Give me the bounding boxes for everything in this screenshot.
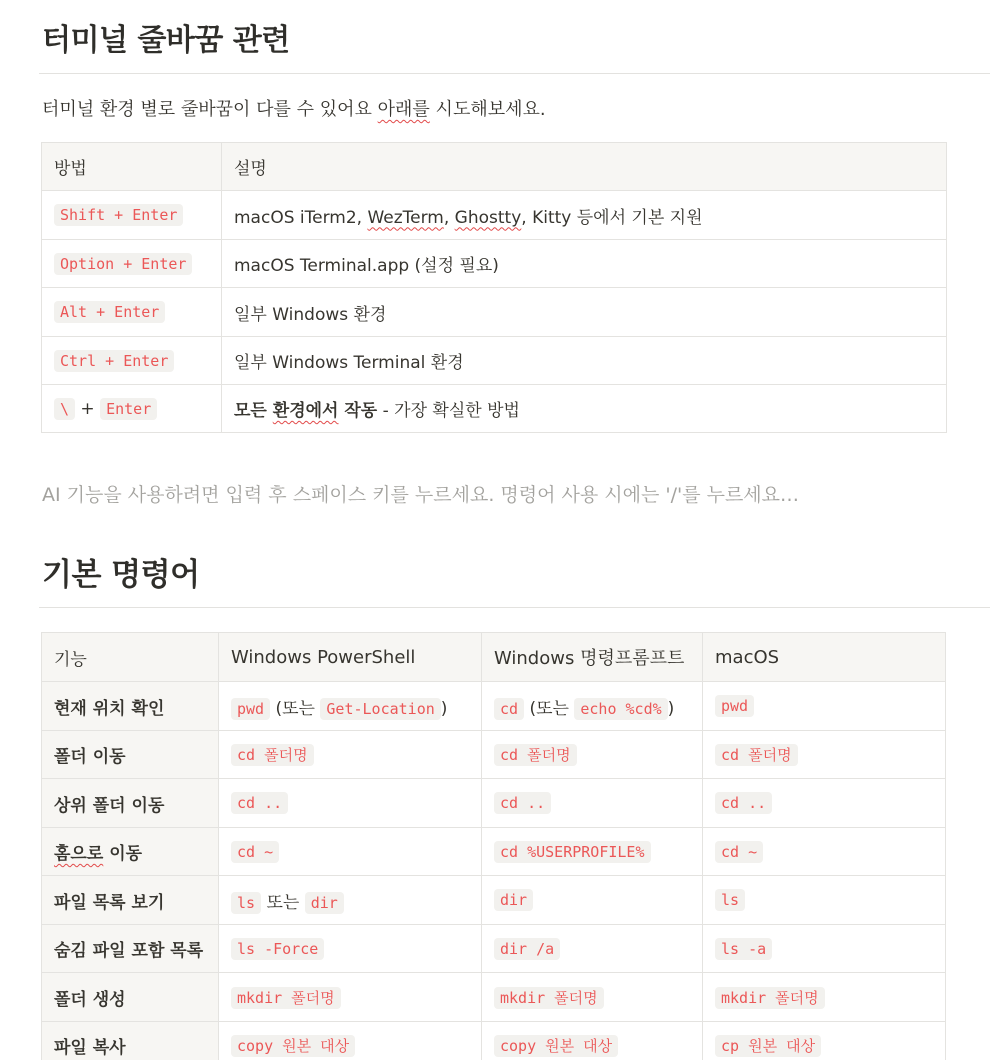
method-cell[interactable] (42, 191, 222, 240)
command-code: pwd (715, 695, 754, 717)
spellcheck-word: 아래를 (377, 99, 430, 120)
command-code: cd 폴더명 (231, 744, 314, 766)
powershell-cell[interactable] (219, 682, 482, 731)
method-cell[interactable] (42, 288, 222, 337)
heading-basic-commands[interactable]: 기본 명령어 (42, 557, 200, 593)
command-code: dir (494, 889, 533, 911)
header-cell-cmd[interactable]: Windows 명령프롬프트 (482, 633, 703, 682)
command-code: cd ~ (231, 841, 279, 863)
command-code: dir (305, 892, 344, 914)
keycode: \ (54, 398, 75, 420)
desc-bold: 모든 (234, 401, 273, 421)
macos-cell[interactable] (703, 731, 946, 779)
keycode: Shift + Enter (54, 204, 183, 226)
feature-cell[interactable]: 상위 폴더 이동 (42, 779, 219, 828)
command-code: copy 원본 대상 (231, 1035, 355, 1057)
spellcheck-word: 환경에서 (272, 401, 339, 421)
intro-paragraph[interactable] (42, 95, 546, 121)
desc-text: , Kitty 등에서 기본 지원 (521, 207, 703, 228)
feature-cell[interactable]: 현재 위치 확인 (42, 682, 219, 731)
macos-cell[interactable] (703, 973, 946, 1022)
table-row (42, 240, 947, 288)
table-header-row (42, 633, 946, 682)
cmd-cell[interactable] (482, 925, 703, 973)
desc-text: , (443, 207, 455, 228)
command-code: echo %cd% (574, 698, 667, 720)
command-code: ls (715, 889, 745, 911)
cmd-cell[interactable] (482, 779, 703, 828)
desc-text: - 가장 확실한 방법 (377, 401, 520, 421)
header-cell-macos[interactable]: macOS (703, 633, 946, 682)
commands-table (41, 632, 946, 1060)
table-row (42, 973, 946, 1022)
description-cell[interactable]: 일부 Windows 환경 (222, 288, 947, 337)
ai-placeholder-text[interactable]: AI 기능을 사용하려면 입력 후 스페이스 키를 누르세요. 명령어 사용 시에는 '/'를 누르세요… (42, 484, 800, 506)
feature-cell[interactable] (42, 828, 219, 876)
linebreak-table (41, 142, 947, 433)
cmd-cell[interactable] (482, 682, 703, 731)
cmd-cell[interactable] (482, 828, 703, 876)
command-code: ls (231, 892, 261, 914)
powershell-cell[interactable] (219, 876, 482, 925)
cell-text: (또는 (270, 698, 321, 719)
method-cell[interactable] (42, 385, 222, 433)
table-row (42, 288, 947, 337)
keycode: Ctrl + Enter (54, 350, 174, 372)
description-cell[interactable]: 일부 Windows Terminal 환경 (222, 337, 947, 385)
heading-divider (39, 607, 990, 608)
command-code: cd .. (494, 792, 551, 814)
command-code: mkdir 폴더명 (715, 987, 825, 1009)
feature-cell[interactable]: 폴더 생성 (42, 973, 219, 1022)
method-cell[interactable] (42, 240, 222, 288)
intro-text: 터미널 환경 별로 줄바꿈이 다를 수 있어요 (42, 99, 378, 120)
cmd-cell[interactable] (482, 1022, 703, 1060)
cmd-cell[interactable] (482, 973, 703, 1022)
powershell-cell[interactable] (219, 779, 482, 828)
powershell-cell[interactable] (219, 1022, 482, 1060)
macos-cell[interactable] (703, 876, 946, 925)
table-row (42, 731, 946, 779)
keycode: Enter (100, 398, 157, 420)
header-cell-method[interactable]: 방법 (42, 143, 222, 191)
table-row (42, 1022, 946, 1060)
table-row (42, 925, 946, 973)
command-code: cd 폴더명 (715, 744, 798, 766)
desc-text: macOS iTerm2, (234, 207, 368, 228)
feature-cell[interactable]: 폴더 이동 (42, 731, 219, 779)
macos-cell[interactable] (703, 779, 946, 828)
plus-text: + (75, 398, 101, 419)
feature-cell[interactable]: 파일 목록 보기 (42, 876, 219, 925)
command-code: mkdir 폴더명 (494, 987, 604, 1009)
cell-text: ) (440, 698, 448, 719)
command-code: ls -Force (231, 938, 324, 960)
heading-divider (39, 73, 990, 74)
cmd-cell[interactable] (482, 731, 703, 779)
table-row (42, 337, 947, 385)
keycode: Alt + Enter (54, 301, 165, 323)
header-cell-powershell[interactable]: Windows PowerShell (219, 633, 482, 682)
cell-text: 이동 (103, 844, 143, 864)
feature-cell[interactable]: 파일 복사 (42, 1022, 219, 1060)
powershell-cell[interactable] (219, 828, 482, 876)
intro-text-end: 시도해보세요. (429, 99, 546, 120)
keycode: Option + Enter (54, 253, 192, 275)
spellcheck-word: 홈으로 (54, 844, 104, 864)
table-row (42, 191, 947, 240)
powershell-cell[interactable] (219, 731, 482, 779)
table-row (42, 876, 946, 925)
macos-cell[interactable] (703, 925, 946, 973)
table-header-row (42, 143, 947, 191)
cmd-cell[interactable] (482, 876, 703, 925)
command-code: cd .. (231, 792, 288, 814)
cell-text: (또는 (524, 698, 575, 719)
description-cell[interactable]: macOS Terminal.app (설정 필요) (222, 240, 947, 288)
macos-cell[interactable] (703, 828, 946, 876)
table-row (42, 779, 946, 828)
table-row (42, 682, 946, 731)
command-code: cd .. (715, 792, 772, 814)
command-code: pwd (231, 698, 270, 720)
powershell-cell[interactable] (219, 973, 482, 1022)
command-code: mkdir 폴더명 (231, 987, 341, 1009)
spellcheck-word: WezTerm (367, 207, 444, 228)
command-code: cp 원본 대상 (715, 1035, 821, 1057)
cell-text: ) (667, 698, 675, 719)
cell-text: 또는 (261, 892, 305, 913)
table-row (42, 385, 947, 433)
command-code: cd (494, 698, 524, 720)
command-code: Get-Location (320, 698, 440, 720)
command-code: ls -a (715, 938, 772, 960)
command-code: cd %USERPROFILE% (494, 841, 651, 863)
command-code: dir /a (494, 938, 560, 960)
header-cell-feature[interactable]: 기능 (42, 633, 219, 682)
command-code: cd 폴더명 (494, 744, 577, 766)
feature-cell[interactable]: 숨김 파일 포함 목록 (42, 925, 219, 973)
desc-bold: 작동 (338, 401, 378, 421)
command-code: copy 원본 대상 (494, 1035, 618, 1057)
description-cell[interactable] (222, 191, 947, 240)
header-cell-description[interactable]: 설명 (222, 143, 947, 191)
command-code: cd ~ (715, 841, 763, 863)
method-cell[interactable] (42, 337, 222, 385)
spellcheck-word: Ghostty (454, 207, 522, 228)
macos-cell[interactable] (703, 682, 946, 731)
heading-terminal-linebreak[interactable]: 터미널 줄바꿈 관련 (42, 23, 290, 58)
table-row (42, 828, 946, 876)
macos-cell[interactable] (703, 1022, 946, 1060)
description-cell[interactable] (222, 385, 947, 433)
powershell-cell[interactable] (219, 925, 482, 973)
